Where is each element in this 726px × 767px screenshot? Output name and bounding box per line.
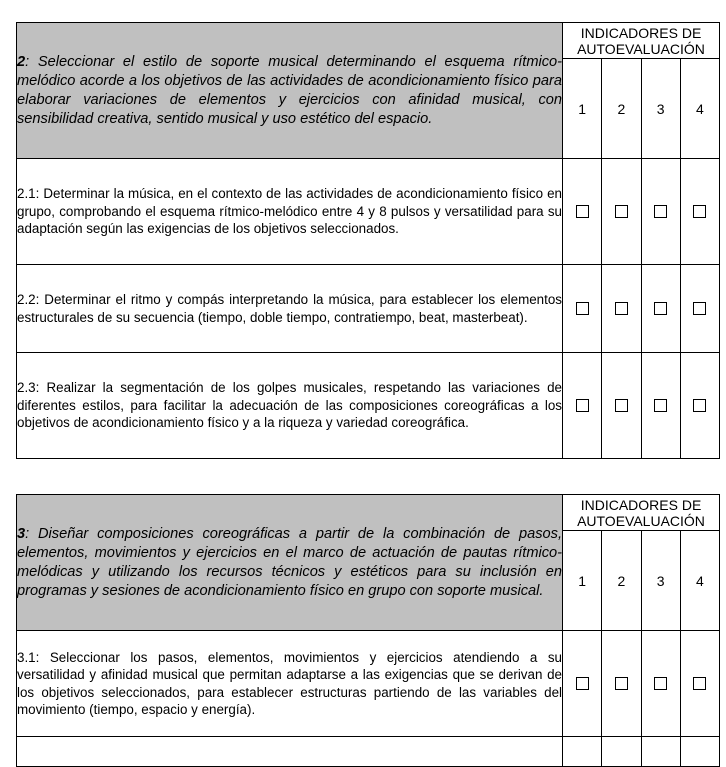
checkbox-2-3-level-2[interactable] (615, 399, 628, 412)
indicators-header: INDICADORES DE AUTOEVALUACIÓN (563, 23, 720, 59)
evaluation-table-3 (16, 494, 720, 767)
level-2-header: 2 (602, 531, 641, 631)
section-3-text: : Diseñar composiciones coreográficas a partir de la combinación de pasos, elementos, movimientos y ejercicios en el marco de actuación de pautas rítmico-melódicas y utilizando los recursos técnicos y estéticos para su inclusión en programas y sesiones de acondicionamiento físico en grupo con soporte musical. (17, 525, 562, 599)
checkbox-3-1-level-4[interactable] (693, 677, 706, 690)
checkbox-3-1-level-3[interactable] (654, 677, 667, 690)
checkbox-2-1-level-1[interactable] (576, 205, 589, 218)
checkbox-2-2-level-2[interactable] (615, 302, 628, 315)
criterion-text: 2.3: Realizar la segmentación de los golpes musicales, respetando las variaciones de diferentes estilos, para facilitar la adecuación de las composiciones coreográficas a los objetivos de acondicionamiento físico y a la riqueza y variedad coreográfica. (17, 353, 563, 459)
level-4-header: 4 (680, 59, 719, 159)
section-3-number: 3 (17, 525, 26, 542)
criterion-row-next (17, 737, 720, 767)
section-2-number: 2 (17, 53, 26, 70)
checkbox-2-3-level-3[interactable] (654, 399, 667, 412)
checkbox-2-3-level-4[interactable] (693, 399, 706, 412)
indicators-header: INDICADORES DE AUTOEVALUACIÓN (563, 495, 720, 531)
criterion-row-2-3 (17, 353, 720, 459)
criterion-row-2-1 (17, 159, 720, 265)
level-3-header: 3 (641, 59, 680, 159)
level-3-header: 3 (641, 531, 680, 631)
criterion-text: 2.2: Determinar el ritmo y compás interpretando la música, para establecer los elementos estructurales de su secuencia (tiempo, doble tiempo, contratiempo, beat, masterbeat). (17, 265, 563, 353)
checkbox-2-3-level-1[interactable] (576, 399, 589, 412)
criterion-text: 2.1: Determinar la música, en el contexto de las actividades de acondicionamiento físico en grupo, comprobando el esquema rítmico-melódico entre 4 y 8 pulsos y versatilidad para su adaptación según las exigencias de los objetivos seleccionados. (17, 159, 563, 265)
checkbox-2-1-level-2[interactable] (615, 205, 628, 218)
checkbox-2-2-level-1[interactable] (576, 302, 589, 315)
evaluation-table-2 (16, 22, 720, 459)
level-1-header: 1 (563, 59, 602, 159)
section-2-text: : Seleccionar el estilo de soporte musical determinando el esquema rítmico-melódico acorde a los objetivos de las actividades de acondicionamiento físico para elaborar variaciones de elementos y ejercicios con afinidad musical, con sensibilidad creativa, sentido musical y uso estético del espacio. (17, 53, 562, 127)
level-4-header: 4 (680, 531, 719, 631)
criterion-row-3-1 (17, 631, 720, 737)
checkbox-2-2-level-3[interactable] (654, 302, 667, 315)
level-1-header: 1 (563, 531, 602, 631)
checkbox-2-1-level-4[interactable] (693, 205, 706, 218)
section-2-heading (17, 23, 563, 159)
criterion-row-2-2 (17, 265, 720, 353)
checkbox-2-1-level-3[interactable] (654, 205, 667, 218)
checkbox-3-1-level-2[interactable] (615, 677, 628, 690)
section-3-heading (17, 495, 563, 631)
level-2-header: 2 (602, 59, 641, 159)
checkbox-2-2-level-4[interactable] (693, 302, 706, 315)
checkbox-3-1-level-1[interactable] (576, 677, 589, 690)
criterion-text: 3.1: Seleccionar los pasos, elementos, movimientos y ejercicios atendiendo a su versatilidad y afinidad musical que permitan adaptarse a las exigencias que se derivan de los objetivos seleccionados, para establecer estructuras partiendo de las variables del movimiento (tiempo, espacio y energía). (17, 631, 563, 737)
